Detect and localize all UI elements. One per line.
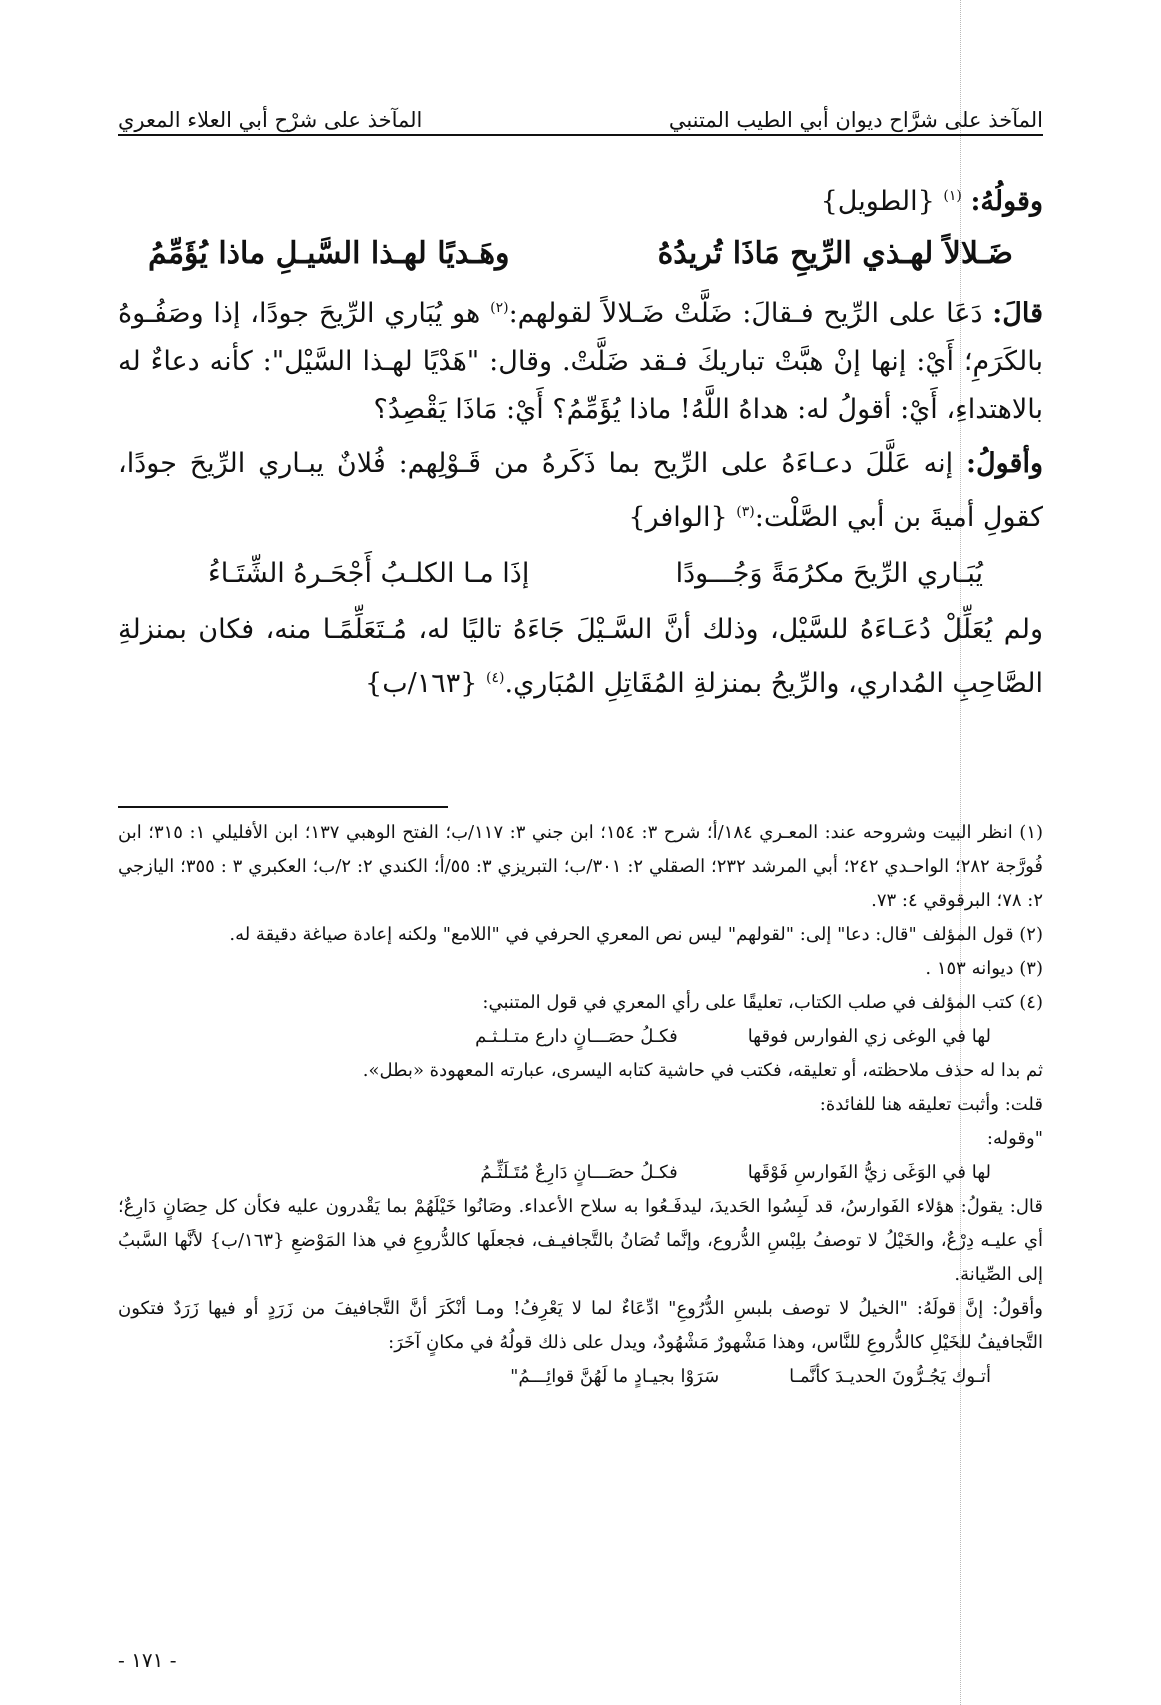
footnote-4-line-4: "وقوله: [986, 1128, 1043, 1149]
footnote-4-line-3: قلت: وأثبت تعليقه هنا للفائدة: [819, 1094, 1043, 1115]
para-3-text: ولم يُعَلِّلْ دُعَـاءَهُ للسَّيْل، وذلك أنَّ السَّـيْلَ جَاءَهُ تاليًا له، مُـتَعَلِّمًـا منه، فكان بمنزلةِ الصَّاحِبِ المُداري، والرِّيحُ بمنزلةِ المُقَاتِلِ المُبَاري. [118, 614, 1043, 699]
footnotes [118, 816, 1043, 1394]
para-2-lead: وأقولُ: [966, 448, 1043, 479]
para-2-meter: {الوافر} [628, 502, 737, 533]
verse-2-hemistich-right: يُبَـاري الرِّيحَ مكرُمَةً وَجُـــودًا [675, 558, 983, 589]
footnote-4: (٤) كتب المؤلف في صلب الكتاب، تعليقًا على رأي المعري في قول المتنبي: [482, 992, 1043, 1013]
para-3-folio: {١٦٣/ب} [365, 668, 487, 699]
page-number: - ١٧١ - [118, 1648, 177, 1672]
header-right-title: المآخذ على شرَّاح ديوان أبي الطيب المتنبي [668, 108, 1043, 132]
intro-meter: {الطويل} [820, 186, 935, 217]
running-header [118, 92, 1043, 132]
footnote-3: (٣) ديوانه ١٥٣ . [925, 958, 1043, 979]
paragraph-2 [118, 440, 1043, 542]
verse-1-hemistich-left: وهَـديًا لهـذا السَّيـلِ ماذا يُؤَمِّمُ [148, 236, 510, 271]
header-left-title: المآخذ على شرْح أبي العلاء المعري [118, 108, 423, 132]
header-rule [118, 134, 1043, 136]
footnote-4-verse-3 [118, 1360, 1043, 1394]
footnote-1: (١) انظر البيت وشروحه عند: المعـري ١٨٤/أ؛ شرح ٣: ١٥٤؛ ابن جني ٣: ١١٧/ب؛ الفتح الوهبي ١٣٧؛ ابن الأفليلي ١: ٣١٥؛ ابن فُورَّجة ٢٨٢؛ الواحـدي ٢٤٢؛ أبي المرشد ٢٣٢؛ الصقلي ٢: ٣٠١/ب؛ التبريزي ٣: ٥٥/أ؛ الكندي ٢: ٢/ب؛ العكبري ٣ : ٣٥٥؛ اليازجي ٢: ٧٨؛ البرقوقي ٤: ٧٣. [118, 822, 1044, 911]
paragraph-1 [118, 284, 1043, 434]
para-1-text-b: هو يُبَاري الرِّيحَ جودًا، إذا وصَفُـوهُ بالكَرَمِ؛ أَيْ: إنها إنْ هبَّتْ تباريكَ فـقد ضَلَّتْ. وقال: "هَدْيًا لهـذا السَّيْل": كأنه دعاءٌ له بالاهتداءِ، أَيْ: أقولُ له: هداهُ اللَّهُ! ماذا يُؤَمِّمُ؟ أَيْ: مَاذَا يَقْصِدُ؟ [118, 298, 1043, 425]
footnote-4-verse-2-right: لها في الوَغَى زيُّ الفَوارسِ فَوْقَها [747, 1162, 991, 1183]
footnote-4-verse-3-left: سَرَوْا بجيـادٍ ما لَهُنَّ قوائِـــمُ" [510, 1366, 720, 1387]
footnote-4-verse-1-left: فكـلُ حصَـــانٍ دارع متـلـثـم [475, 1026, 678, 1047]
verse-1 [148, 228, 1013, 280]
footnote-4-verse-1-right: لها في الوغى زي الفوارس فوقها [747, 1026, 991, 1047]
footnote-4-verse-3-right: أتـوك يَجُـرُّونَ الحديـدَ كأنَّمـا [789, 1366, 991, 1387]
intro-line [118, 172, 1043, 226]
footnote-ref-2: (٢) [490, 300, 509, 316]
footnote-4-verse-1 [118, 1020, 1043, 1054]
footnote-4-line-5: قال: يقولُ: هؤلاء الفَوارسُ، قد لَبِسُوا الحَديدَ، ليدفَـعُوا به سلاح الأعداء. وصَانُوا خَيْلَهُمْ بما يَقْدرون عليه فكأن كل حِصَانٍ دَارِعٌ؛ أي عليـه دِرْعٌ، والخَيْلُ لا توصفُ بلِبْسِ الدُّروع، وإنَّما تُصَانُ بالتَّجافيـف، فجعلَها كالدُّروعِ في هذا المَوْضعِ {١٦٣/ب} لأنَّها السَّببُ إلى الصِّيانة. [118, 1196, 1043, 1285]
main-text [118, 172, 1043, 714]
footnote-4-line-2: ثم بدا له حذف ملاحظته، أو تعليقه، فكتب في حاشية كتابه اليسرى، عبارته المعهودة «بطل». [362, 1060, 1043, 1081]
verse-2 [208, 548, 983, 600]
footnote-4-verse-2 [118, 1156, 1043, 1190]
paragraph-3 [118, 606, 1043, 708]
footnote-2: (٢) قول المؤلف "قال: دعا" إلى: "لقولهم" ليس نص المعري الحرفي في "اللامع" ولكنه إعادة صياغة دقيقة له. [229, 924, 1043, 945]
verse-1-hemistich-right: ضَـلالاً لهـذي الرِّيحِ مَاذَا تُريدُهُ [657, 236, 1013, 271]
verse-2-hemistich-left: إذَا مـا الكلـبُ أَجْحَـرهُ الشِّتَـاءُ [208, 558, 530, 589]
footnote-ref-3: (٣) [736, 504, 755, 520]
footnote-4-line-6: وأقولُ: إنَّ قولَهُ: "الخيلُ لا توصف بلبسِ الدُّرُوعِ" ادِّعَاءٌ لما لا يَعْرِفُ! ومـا أنْكَرَ أنَّ التَّجافيفَ من زَرَدٍ أو فيها زَرَدٌ فتكون التَّجافيفُ للخَيْلِ كالدُّروعِ للنَّاس، وهذا مَشْهورٌ مَشْهُودٌ، ويدل على ذلك قولُهُ في مكانٍ آخَرَ: [118, 1298, 1043, 1353]
intro-lead: وقولُهُ: [970, 186, 1043, 217]
footnote-ref-4: (٤) [486, 670, 505, 686]
para-1-text-a: دَعَا على الرِّيح فـقالَ: ضَلَّتْ ضَـلالاً لقولهم: [508, 298, 993, 329]
footnote-4-verse-2-left: فكـلُ حصَـــانٍ دَارِعٌ مُتَـلَثِّـمُ [480, 1162, 678, 1183]
para-2-text-a: إنه عَلَّلَ دعـاءَهُ على الرِّيح بما ذَكَرهُ من قَـوْلِهم: فُلانٌ يبـاري الرِّيحَ جودًا، كقولِ أميةَ بن أبي الصَّلْت: [118, 448, 1043, 533]
footnote-ref-1: (١) [943, 188, 962, 204]
footnotes-rule [118, 806, 448, 808]
para-1-lead: قالَ: [992, 298, 1043, 329]
